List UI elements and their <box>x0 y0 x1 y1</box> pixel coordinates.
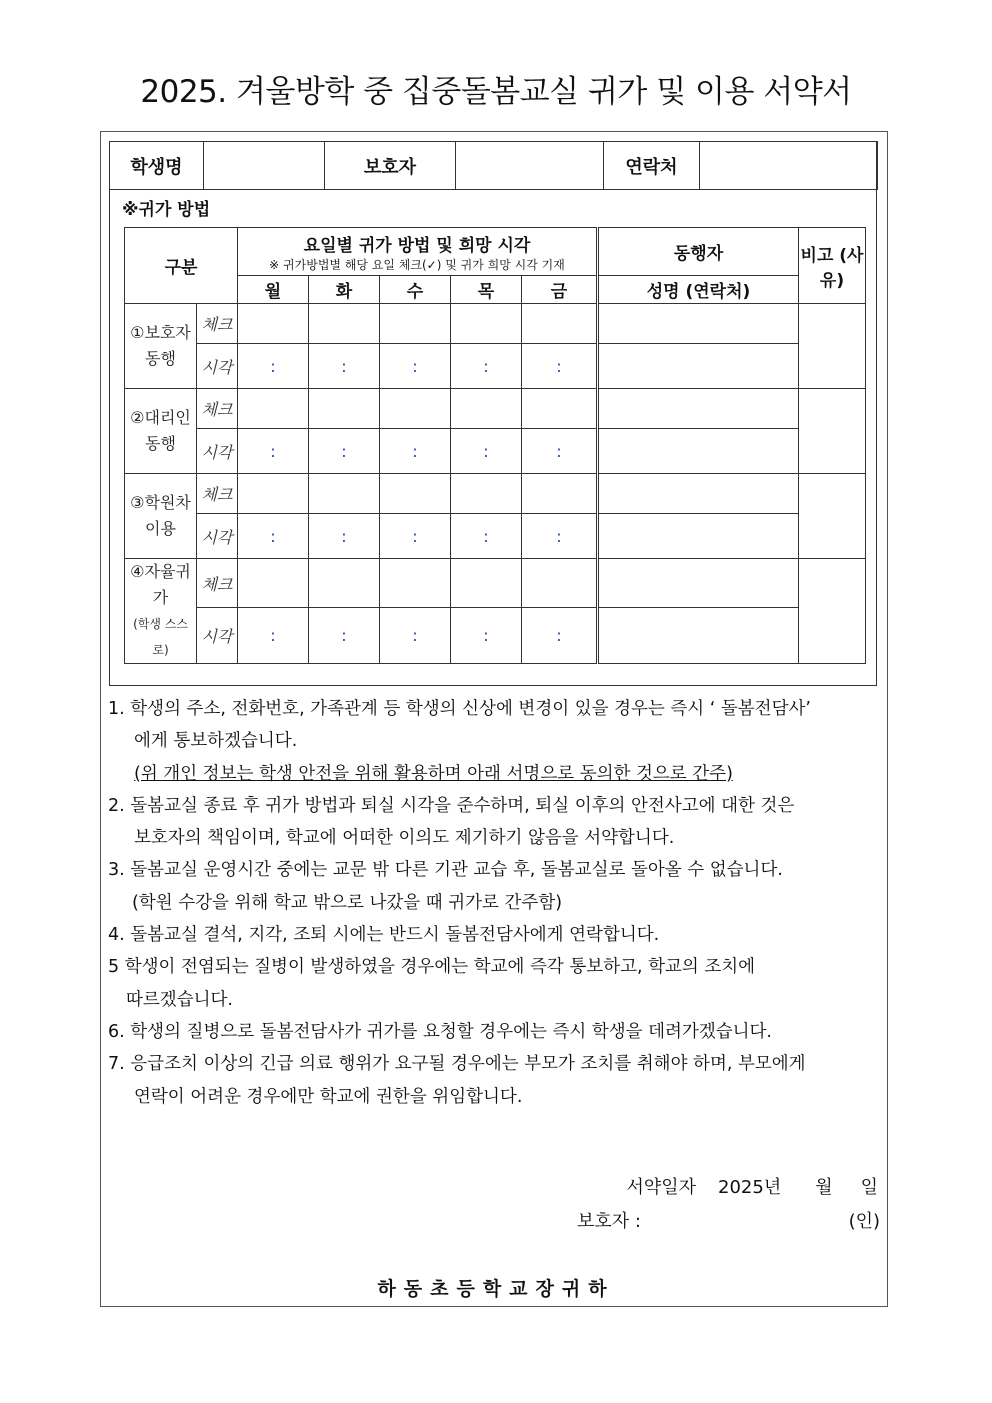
pledge-year: 2025년 <box>718 1177 782 1198</box>
header-companion: 동행자 <box>598 228 799 276</box>
time-row-label: 시각 <box>197 514 238 559</box>
check-cell[interactable] <box>238 304 309 344</box>
check-cell[interactable] <box>451 304 522 344</box>
term-2-cont: 보호자의 책임이며, 학교에 어떠한 이의도 제기하기 않음을 서약합니다. <box>134 828 675 849</box>
return-method-table <box>124 227 866 664</box>
check-cell[interactable] <box>238 474 309 514</box>
check-row-label: 체크 <box>197 474 238 514</box>
guardian-field[interactable] <box>456 142 604 190</box>
time-cell[interactable]: : <box>522 514 598 559</box>
time-cell[interactable]: : <box>451 429 522 474</box>
day-fri: 금 <box>522 276 598 304</box>
day-wed: 수 <box>380 276 451 304</box>
pledge-date-label: 서약일자 <box>626 1177 697 1198</box>
companion-cell[interactable] <box>598 514 799 559</box>
companion-cell[interactable] <box>598 344 799 389</box>
time-cell[interactable]: : <box>522 608 598 664</box>
check-cell[interactable] <box>238 389 309 429</box>
term-7: 7. 응급조치 이상의 긴급 의료 행위가 요구될 경우에는 부모가 조치를 취해야 하며, 부모에게 <box>108 1054 806 1075</box>
time-cell[interactable]: : <box>522 429 598 474</box>
row-label-academy-bus: ③학원차 이용 <box>125 474 197 559</box>
check-cell[interactable] <box>522 389 598 429</box>
check-row-label: 체크 <box>197 559 238 608</box>
check-cell[interactable] <box>380 474 451 514</box>
term-4: 4. 돌봄교실 결석, 지각, 조퇴 시에는 반드시 돌봄전담사에게 연락합니다. <box>108 925 660 946</box>
terms-list <box>108 693 883 1113</box>
check-cell[interactable] <box>380 559 451 608</box>
time-cell[interactable]: : <box>309 344 380 389</box>
term-5-cont: 따르겠습니다. <box>126 989 233 1010</box>
time-cell[interactable]: : <box>309 429 380 474</box>
time-cell[interactable]: : <box>238 429 309 474</box>
remarks-cell[interactable] <box>799 559 866 664</box>
remarks-cell[interactable] <box>799 474 866 559</box>
check-cell[interactable] <box>238 559 309 608</box>
seal-mark[interactable]: (인) <box>848 1211 880 1232</box>
check-cell[interactable] <box>309 474 380 514</box>
page-title: 2025. 겨울방학 중 집중돌봄교실 귀가 및 이용 서약서 <box>140 74 852 110</box>
student-name-field[interactable] <box>204 142 325 190</box>
time-cell[interactable]: : <box>451 514 522 559</box>
contact-label: 연락처 <box>604 142 700 190</box>
header-schedule <box>238 228 598 276</box>
check-cell[interactable] <box>309 389 380 429</box>
student-info-table <box>109 141 878 190</box>
day-tue: 화 <box>309 276 380 304</box>
header-category: 구분 <box>125 228 238 304</box>
term-7-cont: 연락이 어려운 경우에만 학교에 권한을 위임합니다. <box>134 1086 523 1107</box>
contact-field[interactable] <box>700 142 878 190</box>
time-cell[interactable]: : <box>451 344 522 389</box>
check-cell[interactable] <box>451 389 522 429</box>
term-2: 2. 돌봄교실 종료 후 귀가 방법과 퇴실 시각을 준수하며, 퇴실 이후의 안전사고에 대한 것은 <box>108 795 795 816</box>
time-row-label: 시각 <box>197 429 238 474</box>
companion-cell[interactable] <box>598 429 799 474</box>
check-row-label: 체크 <box>197 389 238 429</box>
row-label-self-return: ④자율귀가 (학생 스스로) <box>125 559 197 664</box>
check-cell[interactable] <box>309 304 380 344</box>
student-name-label: 학생명 <box>110 142 204 190</box>
time-row-label: 시각 <box>197 344 238 389</box>
check-cell[interactable] <box>451 474 522 514</box>
term-3-cont: (학원 수강을 위해 학교 밖으로 나갔을 때 귀가로 간주함) <box>132 892 563 913</box>
header-remarks: 비고 (사유) <box>799 228 866 304</box>
header-schedule-title: 요일별 귀가 방법 및 희망 시각 <box>303 235 531 256</box>
time-cell[interactable]: : <box>380 344 451 389</box>
guardian-label: 보호자 <box>325 142 456 190</box>
guardian-signature-label: 보호자 : <box>577 1211 641 1232</box>
time-cell[interactable]: : <box>451 608 522 664</box>
check-cell[interactable] <box>451 559 522 608</box>
companion-cell[interactable] <box>598 304 799 344</box>
return-method-heading: ※귀가 방법 <box>122 200 211 220</box>
time-cell[interactable]: : <box>238 514 309 559</box>
time-cell[interactable]: : <box>309 514 380 559</box>
pledge-date-line <box>626 1173 878 1199</box>
companion-cell[interactable] <box>598 474 799 514</box>
check-cell[interactable] <box>380 304 451 344</box>
day-thu: 목 <box>451 276 522 304</box>
time-cell[interactable]: : <box>309 608 380 664</box>
check-cell[interactable] <box>380 389 451 429</box>
time-row-label: 시각 <box>197 608 238 664</box>
remarks-cell[interactable] <box>799 389 866 474</box>
term-5: 5 학생이 전염되는 질병이 발생하였을 경우에는 학교에 즉각 통보하고, 학교의 조치에 <box>108 957 756 978</box>
term-3: 3. 돌봄교실 운영시간 중에는 교문 밖 다른 기관 교습 후, 돌봄교실로 돌아올 수 없습니다. <box>108 860 783 881</box>
time-cell[interactable]: : <box>522 344 598 389</box>
time-cell[interactable]: : <box>380 429 451 474</box>
companion-cell[interactable] <box>598 559 799 608</box>
time-cell[interactable]: : <box>380 514 451 559</box>
check-cell[interactable] <box>522 304 598 344</box>
term-6: 6. 학생의 질병으로 돌봄전담사가 귀가를 요청할 경우에는 즉시 학생을 데려가겠습니다. <box>108 1021 772 1042</box>
check-cell[interactable] <box>522 559 598 608</box>
companion-subheader: 성명 (연락처) <box>598 276 799 304</box>
remarks-cell[interactable] <box>799 304 866 389</box>
check-cell[interactable] <box>522 474 598 514</box>
companion-cell[interactable] <box>598 608 799 664</box>
time-cell[interactable]: : <box>238 608 309 664</box>
time-cell[interactable]: : <box>238 344 309 389</box>
check-cell[interactable] <box>309 559 380 608</box>
companion-cell[interactable] <box>598 389 799 429</box>
time-cell[interactable]: : <box>380 608 451 664</box>
term-1: 1. 학생의 주소, 전화번호, 가족관계 등 학생의 신상에 변경이 있을 경우는 즉시 ‘ 돌봄전담사’ <box>108 699 811 719</box>
term-1-note: (위 개인 정보는 학생 안전을 위해 활용하며 아래 서명으로 동의한 것으로 간주) <box>134 763 733 784</box>
row-label-proxy: ②대리인 동행 <box>125 389 197 474</box>
term-1-cont: 에게 통보하겠습니다. <box>134 731 298 752</box>
check-row-label: 체크 <box>197 304 238 344</box>
addressee-footer: 하동초등학교장귀하 <box>377 1278 615 1300</box>
day-mon: 월 <box>238 276 309 304</box>
pledge-day[interactable]: 일 <box>860 1177 878 1198</box>
header-schedule-note: ※ 귀가방법별 해당 요일 체크(✓) 및 귀가 희망 시각 기재 <box>269 257 565 272</box>
row-label-guardian: ①보호자 동행 <box>125 304 197 389</box>
pledge-month[interactable]: 월 <box>815 1177 833 1198</box>
